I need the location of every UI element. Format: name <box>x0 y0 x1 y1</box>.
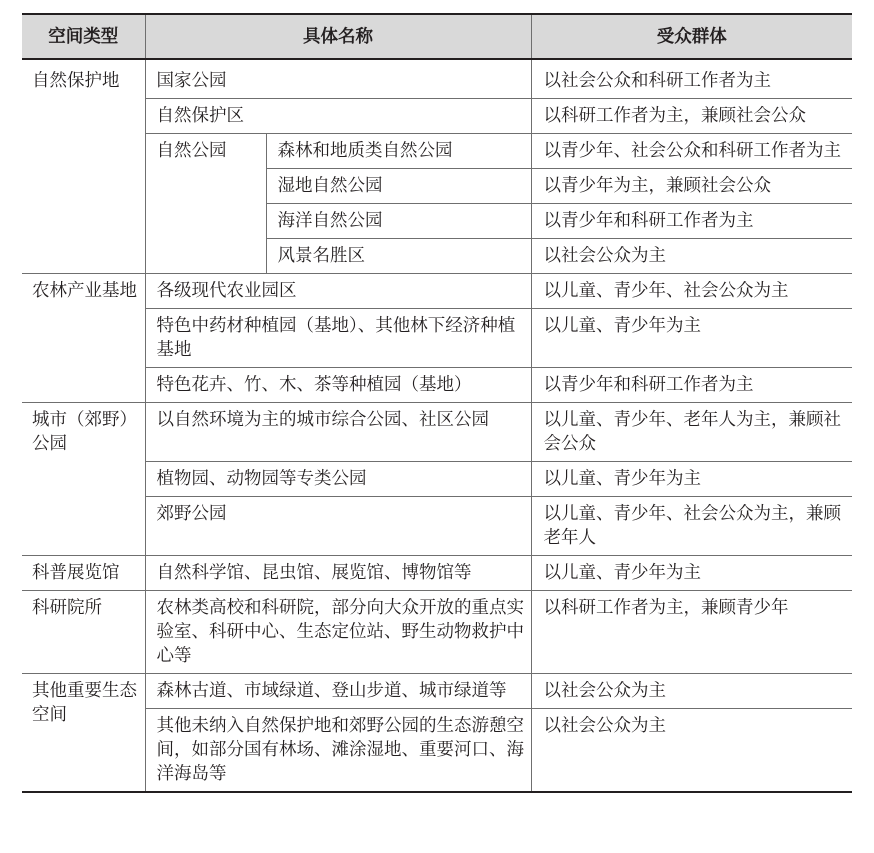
table-row <box>22 497 852 556</box>
table-row <box>22 368 852 403</box>
table-row <box>22 709 852 793</box>
table-row <box>22 134 852 169</box>
table-row <box>22 59 852 99</box>
audience-cell: 以社会公众和科研工作者为主 <box>531 59 852 99</box>
subname-cell: 风景名胜区 <box>266 239 531 274</box>
header-name: 具体名称 <box>145 14 531 59</box>
audience-cell: 以儿童、青少年为主 <box>531 556 852 591</box>
name-cell: 其他未纳入自然保护地和郊野公园的生态游憩空间，如部分国有林场、滩涂湿地、重要河口、海洋海岛等 <box>145 709 531 793</box>
table-header-row <box>22 14 852 59</box>
name-cell: 森林古道、市域绿道、登山步道、城市绿道等 <box>145 674 531 709</box>
audience-cell: 以社会公众为主 <box>531 674 852 709</box>
space-type-cell: 城市（郊野）公园 <box>22 403 145 556</box>
space-type-cell: 科研院所 <box>22 591 145 674</box>
name-cell: 特色花卉、竹、木、茶等种植园（基地） <box>145 368 531 403</box>
audience-cell: 以青少年、社会公众和科研工作者为主 <box>531 134 852 169</box>
audience-cell: 以社会公众为主 <box>531 709 852 793</box>
space-type-cell: 其他重要生态空间 <box>22 674 145 793</box>
name-cell: 自然公园 <box>145 134 266 274</box>
audience-cell: 以科研工作者为主，兼顾青少年 <box>531 591 852 674</box>
subname-cell: 海洋自然公园 <box>266 204 531 239</box>
name-cell: 各级现代农业园区 <box>145 274 531 309</box>
audience-cell: 以青少年和科研工作者为主 <box>531 204 852 239</box>
table-row <box>22 591 852 674</box>
table-row <box>22 462 852 497</box>
name-cell: 以自然环境为主的城市综合公园、社区公园 <box>145 403 531 462</box>
subname-cell: 森林和地质类自然公园 <box>266 134 531 169</box>
audience-cell: 以儿童、青少年为主 <box>531 309 852 368</box>
audience-cell: 以社会公众为主 <box>531 239 852 274</box>
name-cell: 郊野公园 <box>145 497 531 556</box>
audience-cell: 以青少年为主，兼顾社会公众 <box>531 169 852 204</box>
ecological-space-table <box>22 13 852 793</box>
name-cell: 自然保护区 <box>145 99 531 134</box>
space-type-cell: 科普展览馆 <box>22 556 145 591</box>
audience-cell: 以儿童、青少年、老年人为主，兼顾社会公众 <box>531 403 852 462</box>
name-cell: 植物园、动物园等专类公园 <box>145 462 531 497</box>
space-type-cell: 自然保护地 <box>22 59 145 274</box>
header-audience: 受众群体 <box>531 14 852 59</box>
header-space-type: 空间类型 <box>22 14 145 59</box>
name-cell: 自然科学馆、昆虫馆、展览馆、博物馆等 <box>145 556 531 591</box>
table-row <box>22 274 852 309</box>
audience-cell: 以儿童、青少年、社会公众为主，兼顾老年人 <box>531 497 852 556</box>
table-row <box>22 674 852 709</box>
audience-cell: 以儿童、青少年为主 <box>531 462 852 497</box>
name-cell: 特色中药材种植园（基地）、其他林下经济种植基地 <box>145 309 531 368</box>
table-row <box>22 556 852 591</box>
audience-cell: 以科研工作者为主，兼顾社会公众 <box>531 99 852 134</box>
name-cell: 国家公园 <box>145 59 531 99</box>
space-type-cell: 农林产业基地 <box>22 274 145 403</box>
audience-cell: 以青少年和科研工作者为主 <box>531 368 852 403</box>
table-row <box>22 403 852 462</box>
table-row <box>22 309 852 368</box>
table-row <box>22 99 852 134</box>
subname-cell: 湿地自然公园 <box>266 169 531 204</box>
name-cell: 农林类高校和科研院，部分向大众开放的重点实验室、科研中心、生态定位站、野生动物救护中心等 <box>145 591 531 674</box>
audience-cell: 以儿童、青少年、社会公众为主 <box>531 274 852 309</box>
